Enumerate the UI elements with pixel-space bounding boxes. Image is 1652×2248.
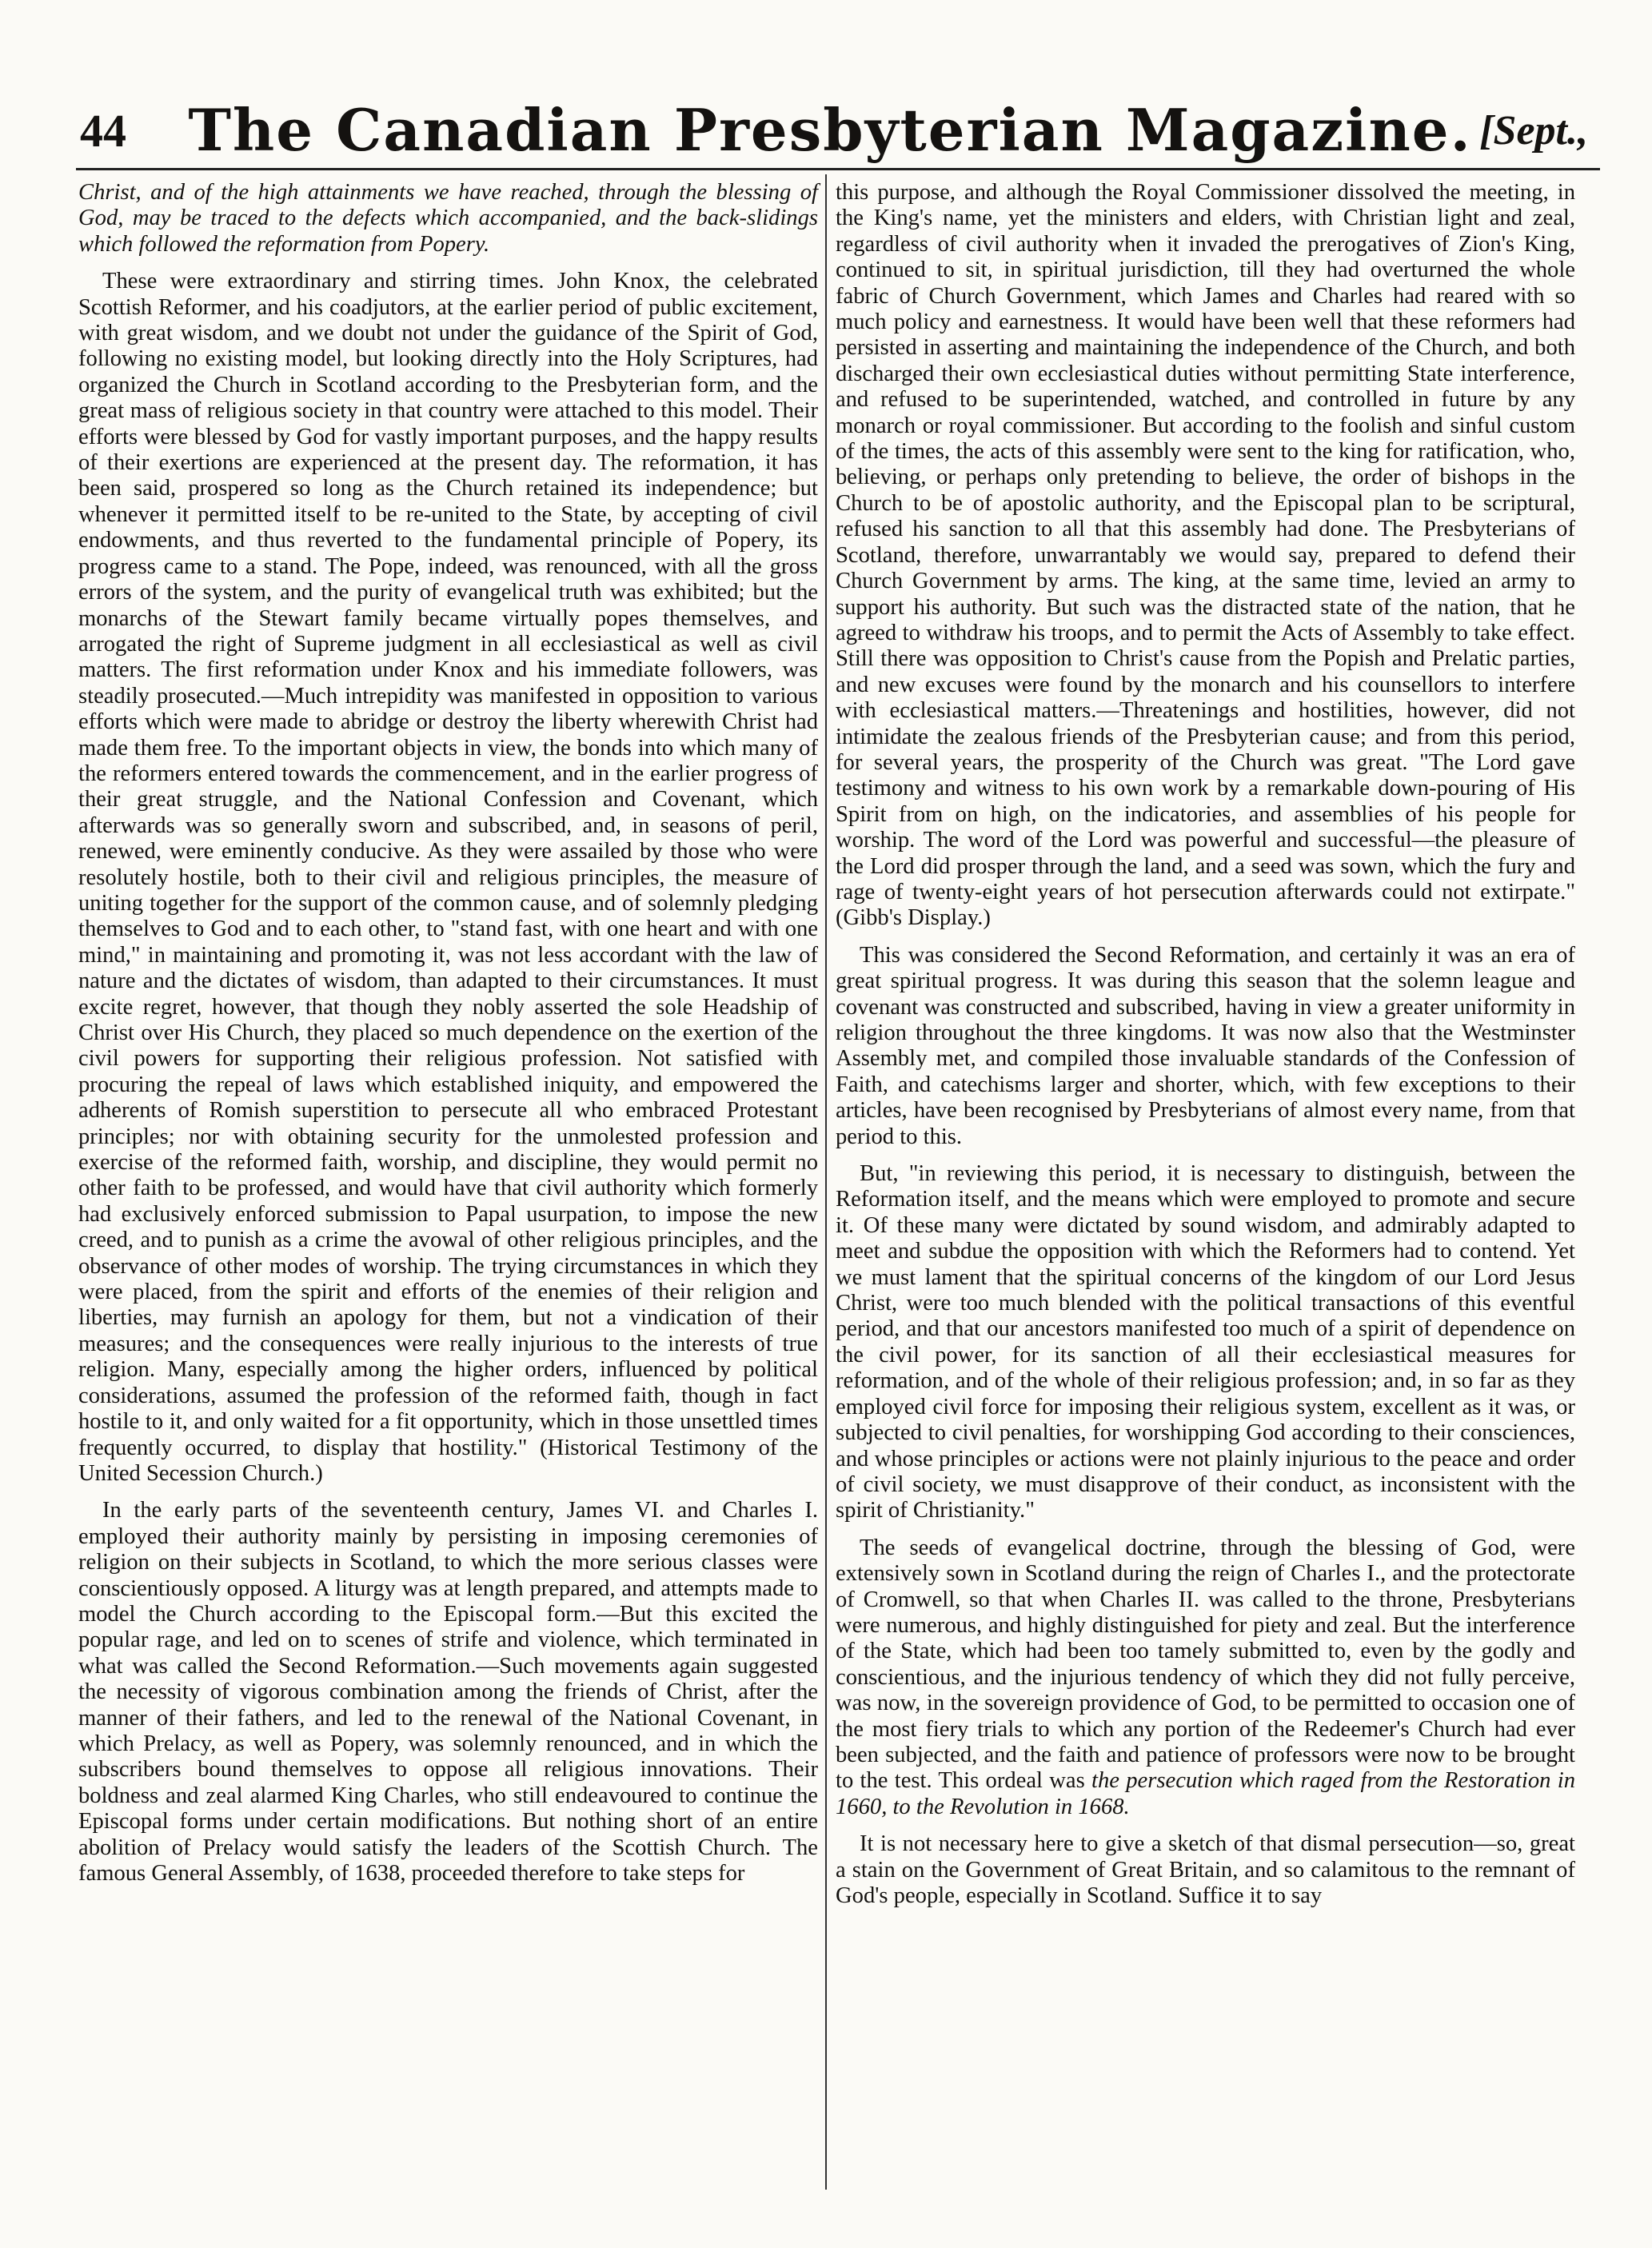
right-paragraph-5: It is not necessary here to give a sketch of that dismal persecution—so, great a stain on the Government of Great Britain, and so calamitous to the remnant of God's people, especially in Scotland. Suffice it to say <box>836 1831 1575 1908</box>
masthead-title: The Canadian Presbyterian Magazine. <box>188 96 1472 164</box>
right-paragraph-4 <box>836 1535 1575 1820</box>
right-paragraph-4-italic: the persecution which raged from the Restoration in 1660, to the Revolution in 1668. <box>836 1768 1575 1819</box>
left-paragraph-2: These were extraordinary and stirring times. John Knox, the celebrated Scottish Reformer, and his coadjutors, at the earlier period of public excitement, with great wisdom, and we doubt not under the guidance of the Spirit of God, following no existing model, but looking directly into the Holy Scriptures, had organized the Church in Scotland according to the Presbyterian form, and the great mass of religious society in that country were attached to this model. Their efforts were blessed by God for vastly important purposes, and the happy results of their exertions are experienced at the present day. The reformation, it has been said, prospered so long as the Church retained its independence; but whenever it permitted itself to be re-united to the State, by accepting of civil endowments, and thus reverted to the fundamental principle of Popery, its progress came to a stand. The Pope, indeed, was renounced, with all the gross errors of the system, and the purity of evangelical truth was exhibited; but the monarchs of the Stewart family became virtually popes themselves, and arrogated the right of Supreme judgment in all ecclesiastical as well as civil matters. The first reformation under Knox and his immediate followers, was steadily prosecuted.—Much intrepidity was manifested in opposition to various efforts which were made to abridge or destroy the liberty wherewith Christ had made them free. To the important objects in view, the bonds into which many of the reformers entered towards the commencement, and in the earlier progress of their great struggle, and the National Confession and Covenant, which afterwards was so generally sworn and subscribed, and, in seasons of peril, renewed, were eminently conducive. As they were assailed by those who were resolutely hostile, both to their civil and religious principles, the measure of uniting together for the support of the common cause, and of solemnly pledging themselves to God and to each other, to "stand fast, with one heart and with one mind," in maintaining and promoting it, was not less accordant with the law of nature and the dictates of wisdom, than adapted to their circumstances. It must excite regret, however, that though they nobly asserted the sole Headship of Christ over His Church, they placed so much dependence on the exertion of the civil powers for supporting their religious profession. Not satisfied with procuring the repeal of laws which established iniquity, and empowered the adherents of Romish superstition to persecute all who embraced Protestant principles; nor with obtaining security for the unmolested profession and exercise of the reformed faith, worship, and discipline, they would permit no other faith to be professed, and would have that civil authority which formerly had exclusively enforced submission to Papal usurpation, to impose the new creed, and to punish as a crime the avowal of other religious principles, and the observance of other modes of worship. The trying circumstances in which they were placed, from the spirit and efforts of the enemies of their religion and liberties, may furnish an apology for them, but not a vindication of their measures; and the consequences were really injurious to the interests of true religion. Many, especially among the higher orders, influenced by political considerations, assumed the profession of the reformed faith, though in fact hostile to it, and only waited for a fit opportunity, which in those unsettled times frequently occurred, to display that hostility." (Historical Testimony of the United Secession Church.) <box>78 269 818 1486</box>
right-paragraph-2: This was considered the Second Reformation, and certainly it was an era of great spiritual progress. It was during this season that the solemn league and covenant was constructed and subscribed, having in view a greater uniformity in religion throughout the three kingdoms. It was now also that the Westminster Assembly met, and compiled those invaluable standards of the Confession of Faith, and catechisms larger and shorter, which, with few exceptions to their articles, have been recognised by Presbyterians of almost every name, from that period to this. <box>836 942 1575 1149</box>
left-paragraph-3: In the early parts of the seventeenth century, James VI. and Charles I. employed their authority mainly by persisting in imposing ceremonies of religion on their subjects in Scotland, to which the more serious classes were conscientiously opposed. A liturgy was at length prepared, and attempts made to model the Church according to the Episcopal form.—But this excited the popular rage, and led on to scenes of strife and violence, which terminated in what was called the Second Reformation.—Such movements again suggested the necessity of vigorous combination among the friends of Christ, after the manner of their fathers, and led to the renewal of the National Covenant, in which Prelacy, as well as Popery, was solemnly renounced, and in which the subscribers bound themselves to oppose all religious innovations. Their boldness and zeal alarmed King Charles, who still endeavoured to continue the Episcopal forms under certain modifications. But nothing short of an entire abolition of Prelacy would satisfy the leaders of the Scottish Church. The famous General Assembly, of 1638, proceeded therefore to take steps for <box>78 1498 818 1886</box>
right-paragraph-1: this purpose, and although the Royal Commissioner dissolved the meeting, in the King's name, yet the ministers and elders, with Christian light and zeal, regardless of civil authority when it invaded the prerogatives of Zion's King, continued to sit, in spiritual jurisdiction, till they had overturned the whole fabric of Church Government, which James and Charles had reared with so much policy and earnestness. It would have been well that these reformers had persisted in asserting and maintaining the independence of the Church, and both discharged their own ecclesiastical duties without permitting State interference, and refused to be superintended, watched, and controlled in future by any monarch or royal commissioner. But according to the foolish and sinful custom of the times, the acts of this assembly were sent to the king for ratification, who, believing, or perhaps only pretending to believe, the order of bishops in the Church to be of apostolic authority, and the Episcopal plan to be scriptural, refused his sanction to all that this assembly had done. The Presbyterians of Scotland, therefore, unwarrantably we would say, prepared to defend their Church Government by arms. The king, at the same time, levied an army to support his authority. But such was the distracted state of the nation, that he agreed to withdraw his troops, and to permit the Acts of Assembly to take effect. Still there was opposition to Christ's cause from the Popish and Prelatic parties, and new excuses were found by the monarch and his counsellors to interfere with ecclesiastical matters.—Threatenings and hostilities, however, did not intimidate the zealous friends of the Presbyterian cause; and from this period, for several years, the prosperity of the Church was great. "The Lord gave testimony and witness to his own work by a remarkable down-pouring of His Spirit from on high, on the indicatories, and assemblies of his people for worship. The word of the Lord was powerful and successful—the pleasure of the Lord did prosper through the land, and a seed was sown, which the fury and rage of twenty-eight years of hot persecution afterwards could not extirpate." (Gibb's Display.) <box>836 180 1575 931</box>
page-number: 44 <box>80 105 126 157</box>
right-paragraph-4-text: The seeds of evangelical doctrine, through the blessing of God, were extensively sown in Scotland during the reign of Charles I., and the protectorate of Cromwell, so that when Charles II. was called to the throne, Presbyterians were numerous, and highly distinguished for piety and zeal. But the interference of the State, which had been too tamely submitted to, even by the godly and conscientious, and the injurious tendency of which they did not fully perceive, was now, in the sovereign providence of God, to be permitted to occasion one of the most fiery trials to which any portion of the Redeemer's Church had ever been subjected, and the faith and patience of professors were now to be brought to the test. This ordeal was <box>836 1535 1575 1794</box>
left-paragraph-1: Christ, and of the high attainments we have reached, through the blessing of God, may be traced to the defects which accompanied, and the back-slidings which followed the reformation from Popery. <box>78 180 818 257</box>
left-column <box>78 180 818 1887</box>
right-paragraph-3: But, "in reviewing this period, it is necessary to distinguish, between the Reformation itself, and the means which were employed to promote and secure it. Of these many were dictated by sound wisdom, and admirably adapted to meet and subdue the opposition with which the Reformers had to contend. Yet we must lament that the spiritual concerns of the kingdom of our Lord Jesus Christ, were too much blended with the political transactions of this eventful period, and that our ancestors manifested too much of a spirit of dependence on the civil power, for its sanction of all their ecclesiastical measures for reformation, and of the whole of their religious profession; and, in so far as they employed civil force for imposing their religious system, excellent as it was, or subjected to civil penalties, for worshipping God according to their consciences, and whose principles or actions were not plainly injurious to the peace and order of civil society, we must disapprove of their conduct, as inconsistent with the spirit of Christianity." <box>836 1161 1575 1523</box>
issue-month: [Sept., <box>1479 108 1588 154</box>
page-header <box>64 96 1596 184</box>
right-column <box>836 180 1575 1909</box>
column-divider <box>825 174 827 2190</box>
header-rule <box>76 168 1600 170</box>
